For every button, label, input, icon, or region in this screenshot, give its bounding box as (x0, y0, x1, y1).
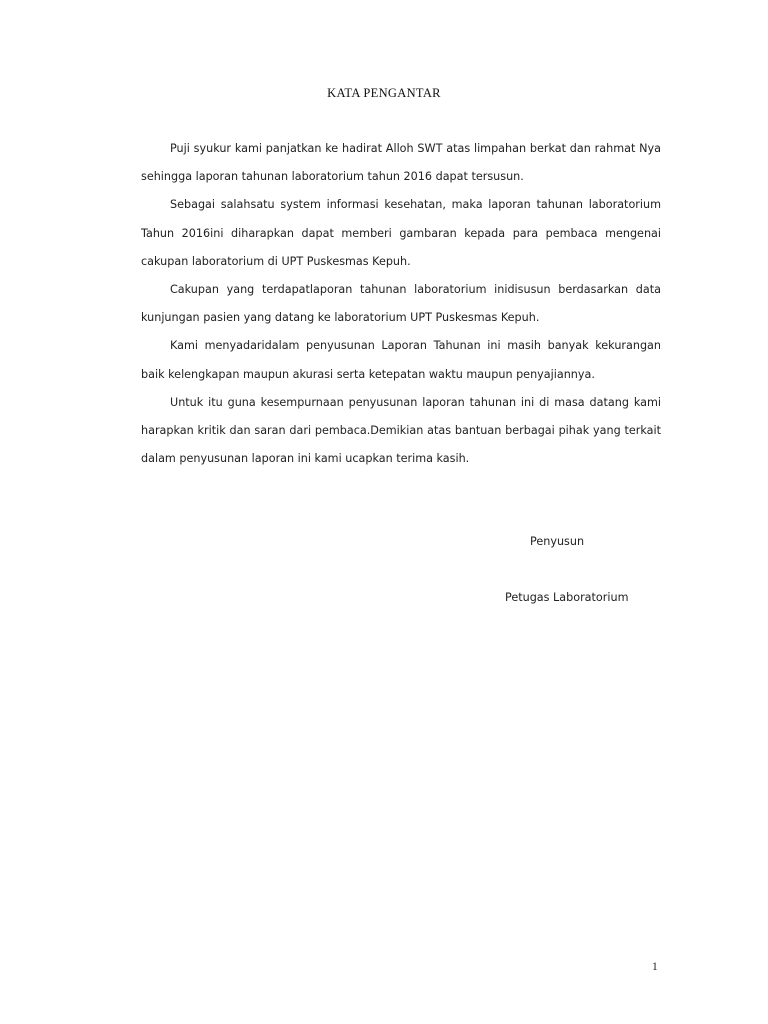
paragraph-2: Sebagai salahsatu system informasi kesehatan, maka laporan tahunan laboratorium Tahun 2016ini diharapkan dapat memberi gambaran kepada para pembaca mengenai cakupan laboratorium di UPT Puskesmas Kepuh. (141, 198, 661, 268)
closing-label: Penyusun (530, 535, 585, 548)
page-title: KATA PENGANTAR (327, 86, 441, 100)
paragraph-4: Kami menyadaridalam penyusunan Laporan Tahunan ini masih banyak kekurangan baik kelengkapan maupun akurasi serta ketepatan waktu maupun penyajiannya. (141, 339, 661, 381)
paragraph-5: Untuk itu guna kesempurnaan penyusunan laporan tahunan ini di masa datang kami harapkan kritik dan saran dari pembaca.Demikian atas bantuan berbagai pihak yang terkait dalam penyusunan laporan ini kami ucapkan terima kasih. (141, 395, 661, 466)
paragraph-1: Puji syukur kami panjatkan ke hadirat Alloh SWT atas limpahan berkat dan rahmat Nya sehingga laporan tahunan laboratorium tahun 2016 dapat tersusun. (141, 142, 661, 184)
body-text (141, 135, 661, 473)
page-number: 1 (652, 961, 658, 973)
closing-author: Petugas Laboratorium (505, 591, 629, 604)
paragraph-3: Cakupan yang terdapatlaporan tahunan laboratorium inidisusun berdasarkan data kunjungan pasien yang datang ke laboratorium UPT Puskesmas Kepuh. (141, 283, 661, 325)
